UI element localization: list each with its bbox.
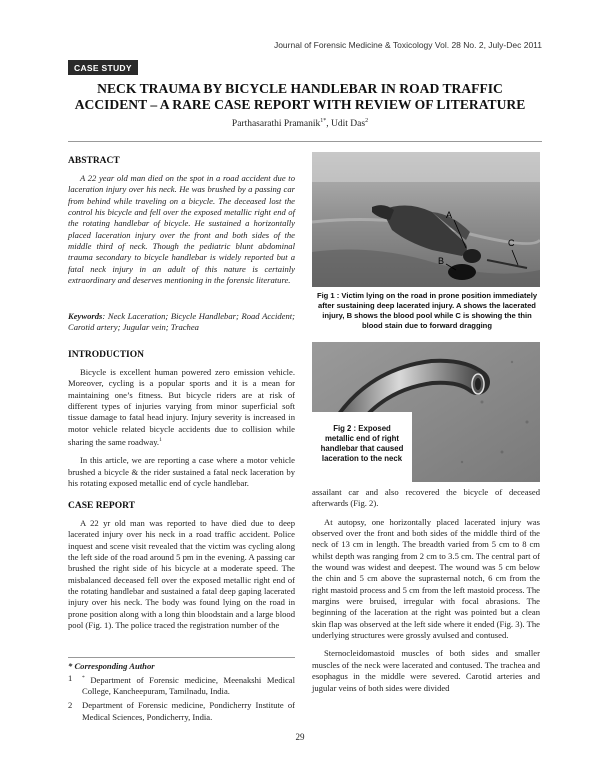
case-report-p1: A 22 yr old man was reported to have died due to deep lacerated injury over his neck in a road traffic accident. Police inquest and scene visit revealed that the victim was cycling along the left side of the road around 5 pm in the evening. A passing car brushed the right side of his bicycle at a moderate speed. The misbalanced deceased fell over the exposed metallic right end of the rotating handlebar and sustained a fatal deep gaping lacerated injury over his neck. The body was found lying on the road in prone position along with a long thin bloodstain and a large blood pool (Fig. 1). The police traced the registration number of the — [68, 518, 295, 631]
case-report-heading: CASE REPORT — [68, 501, 135, 511]
aff2-number: 2 — [68, 700, 73, 711]
intro-p2: In this article, we are reporting a case where a motor vehicle brushed a bicycle & the rider sustained a fatal neck laceration by his rotating exposed metallic end of cycle handlebar. — [68, 455, 295, 488]
aff1-number: 1 — [68, 673, 73, 683]
author-2-sup: 2 — [365, 118, 369, 124]
keywords-label: Keywords — [68, 311, 103, 321]
keywords — [68, 311, 295, 334]
author-1-sup: 1* — [320, 118, 327, 124]
figure-1-image — [312, 152, 540, 287]
aff1-text: Department of Forensic medicine, Meenakshi Medical College, Kancheepuram, Tamilnadu, India. — [82, 674, 295, 697]
affiliation-2 — [68, 697, 295, 723]
figure-1-caption: Fig 1 : Victim lying on the road in prone position immediately after sustaining deep lacerated injury. A shows the lacerated injury, B shows the blood pool while C is showing the thin blood stain due to forward dragging — [316, 291, 538, 330]
right-p0: assailant car and also recovered the bicycle of deceased afterwards (Fig. 2). — [312, 487, 540, 509]
footnote-divider — [68, 657, 295, 658]
figure-2-caption: Fig 2 : Exposed metallic end of right handlebar that caused laceration to the neck — [320, 424, 404, 463]
author-sep: , — [326, 119, 332, 130]
figure-1-photo — [312, 152, 540, 287]
keywords-list: : Neck Laceration; Bicycle Handlebar; Road Accident; Carotid artery; Jugular vein; Trachea — [68, 311, 295, 333]
aff1-sup: * — [82, 675, 85, 681]
case-study-tag: CASE STUDY — [68, 60, 138, 75]
right-p2: Sternocleidomastoid muscles of both sides and smaller muscles of the neck were lacerated and contused. The trachea and esophagus in the middle were severed. Carotid arteries and jugular veins of both sides were divided — [312, 648, 540, 693]
abstract-text — [68, 173, 295, 286]
introduction-text — [68, 367, 295, 489]
abstract-body: A 22 year old man died on the spot in a road accident due to laceration injury over his neck. He was brushed by a passing car from behind while traveling on a bicycle. The deceased lost the control his bicycle and fell over the exposed metallic right end of the rotating handlebar of bicycle. He sustained a horizontally placed laceration injury over the front and both sides of the middle third of neck. Though the pediatric blunt abdominal trauma secondary to bicycle handlebar is widely reported but a fatal neck injury in an adult of this nature is certainly extraordinary and deserves mentioning in the forensic literature. — [68, 173, 295, 286]
right-column-text — [312, 487, 540, 694]
introduction-heading: INTRODUCTION — [68, 350, 145, 360]
author-2: Udit Das — [331, 119, 366, 130]
article-title: NECK TRAUMA BY BICYCLE HANDLEBAR IN ROAD TRAFFIC ACCIDENT – A RARE CASE REPORT WITH REVIEW OF LITERATURE — [74, 81, 526, 112]
figure-1-label-b: B — [438, 256, 445, 266]
corresponding-author: * Corresponding Author — [68, 661, 155, 671]
abstract-heading: ABSTRACT — [68, 156, 120, 166]
affiliations — [68, 673, 295, 723]
journal-header: Journal of Forensic Medicine & Toxicology Vol. 28 No. 2, July-Dec 2011 — [273, 40, 542, 50]
case-report-text — [68, 518, 295, 631]
aff2-text: Department of Forensic medicine, Pondicherry Institute of Medical Sciences, Pondicherry, India. — [82, 700, 295, 722]
figure-1-label-a: A — [446, 210, 453, 220]
figure-1-label-c: C — [508, 238, 515, 248]
page-number: 29 — [295, 732, 305, 742]
right-p1: At autopsy, one horizontally placed lacerated injury was observed over the front and both sides of the middle third of the neck of 13 cm in length. The breadth varied from 5 cm to 8 cm whilst depth was ranging from 2 cm to 3.5 cm. The central part of the wound was widest and deepest. The wound was 5 cm below the chin and 5 cm above the suprasternal notch, 6 cm from the right mastoid process and 5 cm from the left mastoid process. The margins were bruised, irregular with focal abrasions. The beginning of the laceration at the right was pointed but a clean skin flap was observed at the left side where it ended (Fig. 3). The underlying structures were grossly avulsed and contused. — [312, 516, 540, 641]
title-divider — [68, 141, 542, 142]
intro-p1: Bicycle is excellent human powered zero emission vehicle. Moreover, cycling is a popular sports and it is a mean for maintaining one’s fitness. But bicycle riders are at risk of different types of injuries varying from minor superficial soft tissue damage to fatal head injury. Injury severity is increased in motor vehicle related bicycle accidents due to collision while sharing the same roadway. — [68, 367, 295, 447]
author-1: Parthasarathi Pramanik — [231, 119, 321, 130]
affiliation-1 — [68, 673, 295, 697]
authors — [60, 118, 540, 129]
intro-ref: 1 — [159, 437, 162, 444]
